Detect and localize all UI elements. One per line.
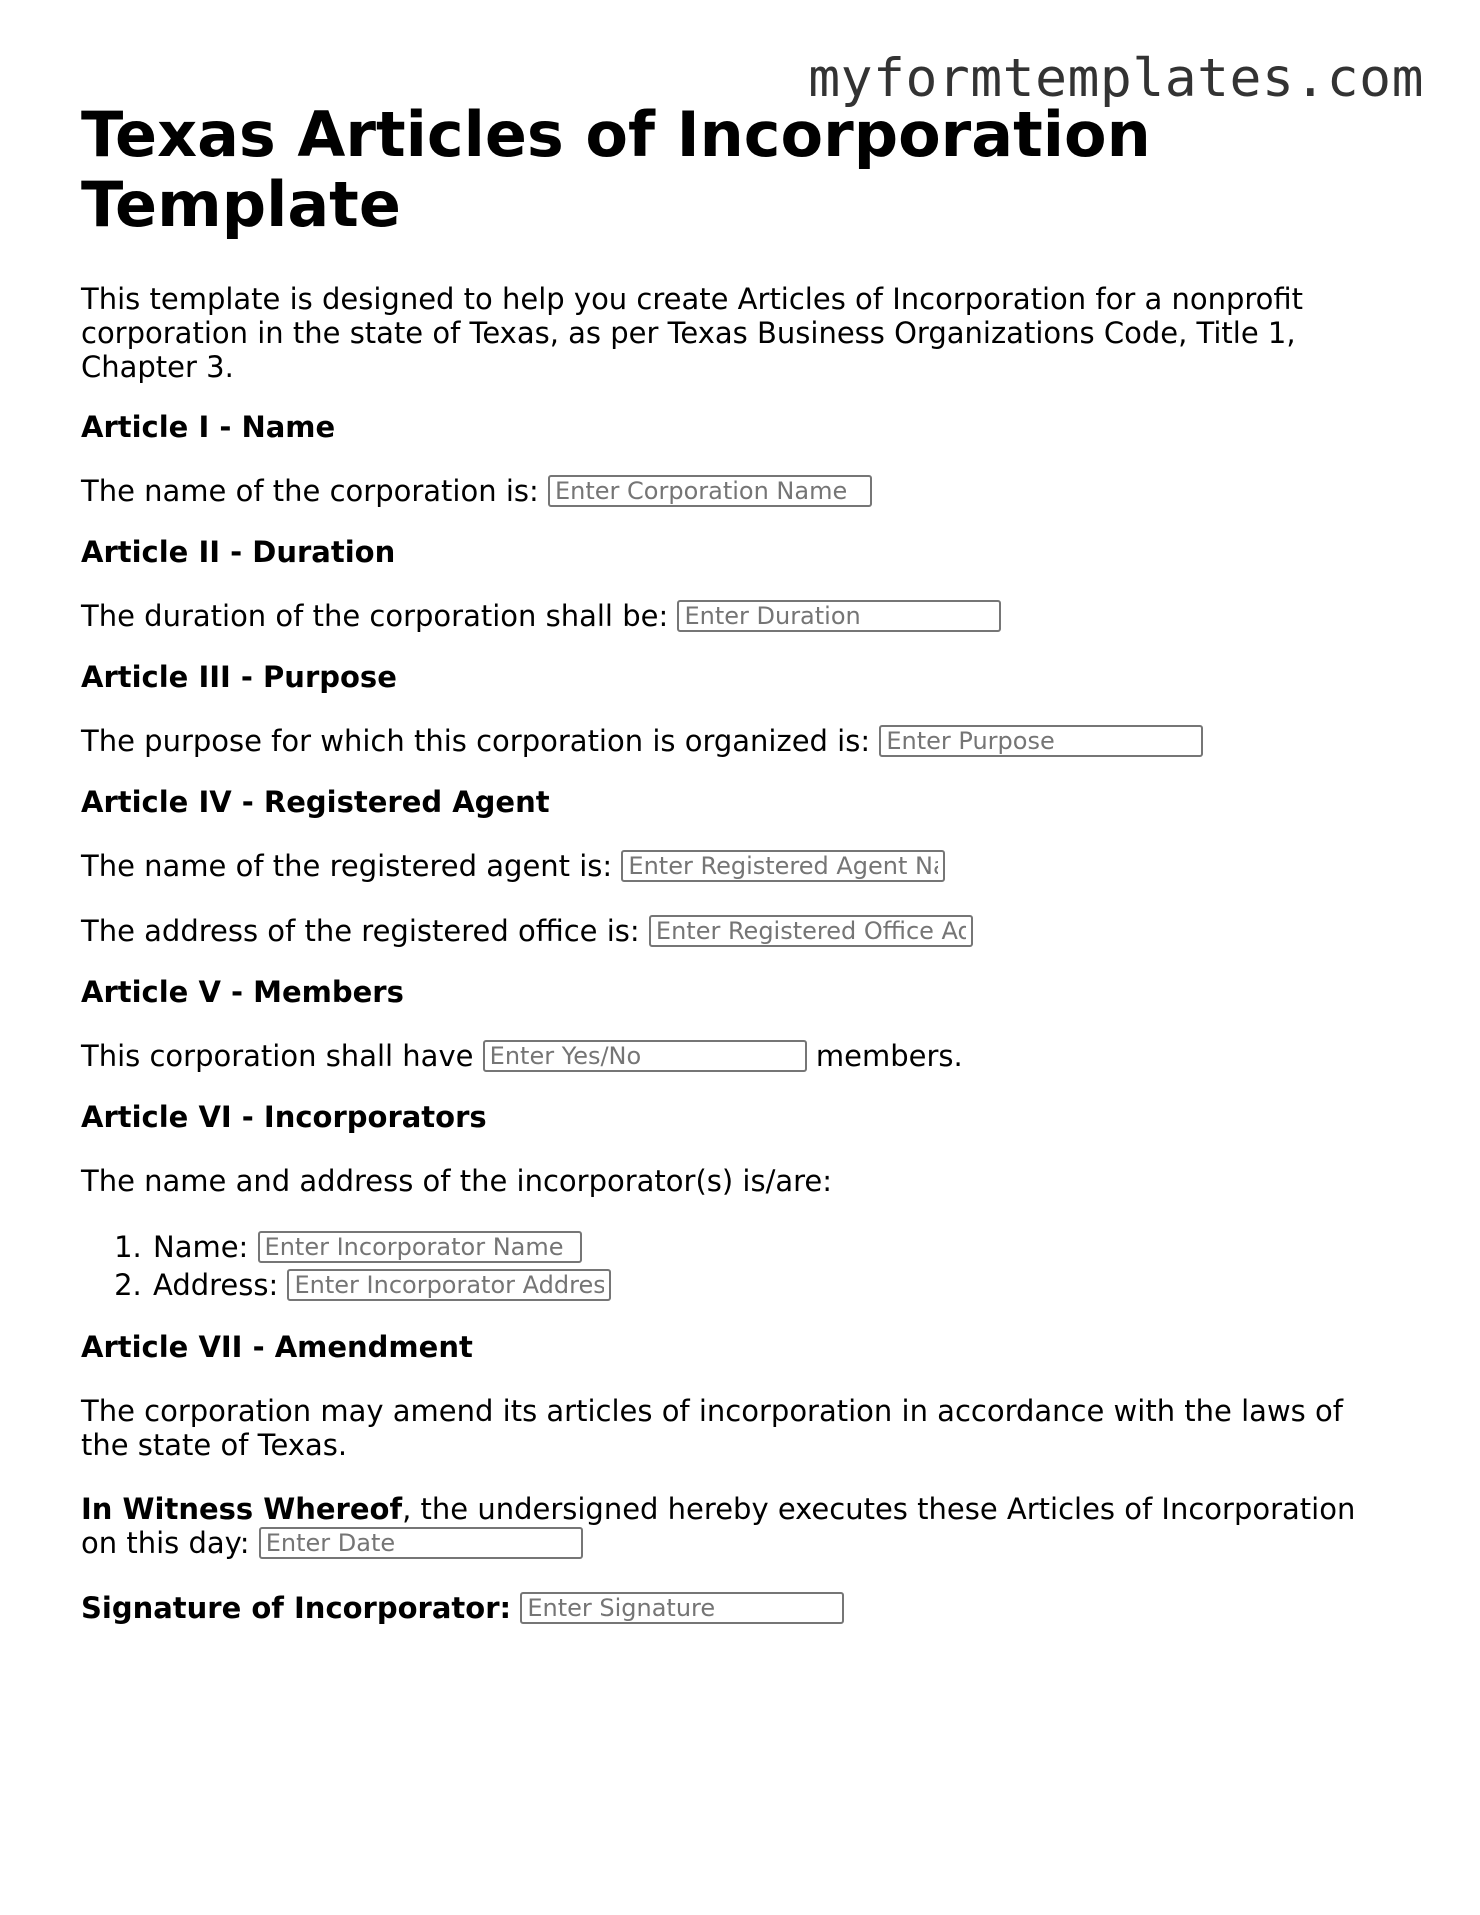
watermark: myformtemplates.com	[808, 48, 1424, 109]
article-name-text: The name of the corporation is:	[81, 474, 539, 508]
article-duration-heading: Article II - Duration	[81, 535, 396, 569]
registered-agent-input[interactable]	[621, 850, 945, 882]
article-purpose-line	[81, 724, 1401, 759]
article-amendment-heading: Article VII - Amendment	[81, 1330, 473, 1364]
witness-bold: In Witness Whereof	[81, 1492, 403, 1526]
incorporator-name-input[interactable]	[258, 1231, 582, 1263]
list-item	[151, 1228, 1401, 1266]
article-purpose-heading: Article III - Purpose	[81, 660, 397, 694]
intro-paragraph: This template is designed to help you create Articles of Incorporation for a nonprofit corporation in the state of Texas, as per Texas Business Organizations Code, Title 1, Chapter 3.	[81, 282, 1304, 384]
article-amendment-text: The corporation may amend its articles of incorporation in accordance with the laws of the state of Texas.	[81, 1394, 1343, 1462]
page-title: Texas Articles of Incorporation Template	[81, 98, 1151, 241]
list-item	[151, 1266, 1401, 1304]
incorporator-name-label: Name:	[153, 1230, 249, 1264]
article-name-heading: Article I - Name	[81, 410, 336, 444]
article-agent-heading: Article IV - Registered Agent	[81, 785, 550, 819]
article-office-text: The address of the registered office is:	[81, 914, 640, 948]
article-members-line	[81, 1039, 1401, 1074]
registered-office-input[interactable]	[649, 915, 973, 947]
article-purpose-text: The purpose for which this corporation is organized is:	[81, 724, 871, 758]
purpose-input[interactable]	[879, 725, 1203, 757]
signature-line	[81, 1591, 1401, 1626]
article-incorporators-heading: Article VI - Incorporators	[81, 1100, 487, 1134]
article-duration-line	[81, 599, 1401, 634]
date-input[interactable]	[259, 1527, 583, 1559]
article-name-line	[81, 474, 1401, 509]
witness-paragraph	[81, 1492, 1381, 1561]
article-members-heading: Article V - Members	[81, 975, 404, 1009]
signature-label: Signature of Incorporator:	[81, 1591, 512, 1625]
members-input[interactable]	[483, 1040, 807, 1072]
article-agent-line	[81, 849, 1401, 884]
corporation-name-input[interactable]	[548, 475, 872, 507]
duration-input[interactable]	[677, 600, 1001, 632]
signature-input[interactable]	[520, 1592, 844, 1624]
article-duration-text: The duration of the corporation shall be:	[81, 599, 669, 633]
incorporator-list	[81, 1228, 1401, 1304]
document-page	[81, 100, 1401, 1626]
article-incorporators-text: The name and address of the incorporator(s) is/are:	[81, 1164, 833, 1198]
incorporator-address-label: Address:	[153, 1268, 279, 1302]
article-members-text-after: members.	[815, 1039, 963, 1073]
article-members-text-before: This corporation shall have	[81, 1039, 474, 1073]
witness-text: , the undersigned hereby executes these Articles of Incorporation on this day:	[81, 1492, 1356, 1560]
incorporator-address-input[interactable]	[287, 1269, 611, 1301]
article-agent-text: The name of the registered agent is:	[81, 849, 613, 883]
article-office-line	[81, 914, 1401, 949]
